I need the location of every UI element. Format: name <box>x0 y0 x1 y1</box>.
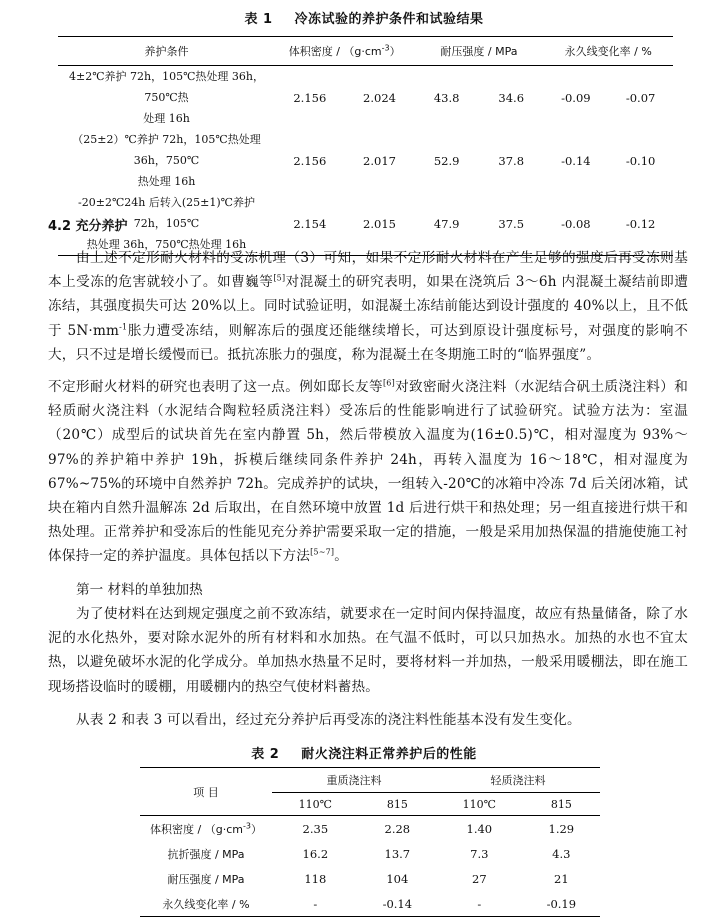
table-row <box>58 129 673 192</box>
table-cell: -0.14 <box>561 153 591 168</box>
table2-row-label <box>140 816 272 842</box>
table2-subheader: 815 <box>550 797 572 811</box>
table-cell: -0.14 <box>382 896 413 911</box>
table-cell: 2.017 <box>363 153 396 168</box>
table-cell: 43.8 <box>433 90 460 105</box>
table-cell: 21 <box>554 871 569 886</box>
table1 <box>58 36 673 256</box>
table-cell: 47.9 <box>433 216 460 231</box>
table2-header-light: 轻质浇注料 <box>436 768 600 793</box>
table-cell: - <box>313 896 318 911</box>
table1-title: 冷冻试验的养护条件和试验结果 <box>294 12 484 27</box>
paragraph-text: 对致密耐火浇注料（水泥结合矾土质浇注料）和轻质耐火浇注料（水泥结合陶粒轻质浇注料）受冻后的性能影响进行了试验研究。试验方法为：室温（20℃）成型后的试块首先在室内静置 5h，然后带模放入温度为(16±0.5)℃，相对湿度为 93%～97%的养护箱中养护 19h，拆模后继续同条件养护 24h，再转入温度为 16～18℃，相对湿度为 67%~75%的环境中自然养护 72h。完成养护的试块，一组转入-20℃的冰箱中冷冻 7d 后关闭冰箱，试块在箱内自然升温解冻 2d 后取出，在自然环境中放置 1d 后进行烘干和热处理；另一组直接进行烘干和热处理。正常养护和受冻后的性能见充分养护需要采取一定的措施，一般是采用加热保温的措施使施工衬体保持一定的养护温度。具体包括以下方法 <box>48 379 688 565</box>
table-cell: -0.12 <box>625 216 656 231</box>
table-cell: 104 <box>386 871 409 886</box>
subheading: 第一 材料的单独加热 <box>76 582 203 598</box>
table2-subheader: 110℃ <box>298 797 332 811</box>
table1-header-density <box>275 37 414 66</box>
table-cell: 1.29 <box>548 821 575 836</box>
table1-condition-cell <box>58 66 275 130</box>
table-cell: -0.10 <box>625 153 656 168</box>
paragraph <box>48 246 688 367</box>
table-cell: 2.015 <box>363 216 396 231</box>
paragraph-text: 由上述不定形耐火材料的受冻机理（3）可知，如果不定形耐火材料在产生足够的强度后再受冻则基本上受冻的危害就较小了。如曹巍等 <box>48 250 688 291</box>
paragraph: 为了使材料在达到规定强度之前不致冻结，就要求在一定时间内保持温度，故应有热量储备，除了水泥的水化热外，要对除水泥外的所有材料和水加热。在气温不低时，可以只加热水。加热的水也不宜太热，以避免破坏水泥的化学成分。单加热水热量不足时，要将材料一并加热，一般采用暖棚法，即在施工现场搭设临时的暖棚，用暖棚内的热空气使材料蓄热。 <box>48 606 688 695</box>
table-row <box>140 891 600 917</box>
table-cell: 16.2 <box>302 846 329 861</box>
table-row <box>140 816 600 842</box>
table-cell: 37.8 <box>498 153 525 168</box>
table-cell: 2.024 <box>363 90 396 105</box>
table2-row-label: 耐压强度 / MPa <box>167 872 245 886</box>
table2-number: 表 2 <box>251 747 280 762</box>
table-row <box>58 66 673 130</box>
table-cell: -0.09 <box>561 90 591 105</box>
table-cell: -0.19 <box>546 896 577 911</box>
condition-line: 4±2℃养护 72h，105℃热处理 36h，750℃热 <box>69 70 264 104</box>
citation-ref: [5~7] <box>310 547 335 557</box>
table-cell: 4.3 <box>552 846 571 861</box>
table-cell: 2.28 <box>384 821 411 836</box>
table-row <box>140 866 600 891</box>
table-cell: 27 <box>472 871 487 886</box>
paragraph-text: 。 <box>334 548 349 565</box>
table-cell: 37.5 <box>498 216 525 231</box>
condition-line: -20±2℃24h 后转入(25±1)℃养护 72h，105℃ <box>78 196 255 230</box>
table-cell: 13.7 <box>384 846 411 861</box>
table2-header-row <box>140 768 600 793</box>
table-cell: 118 <box>304 871 327 886</box>
citation-ref: [5] <box>273 273 286 283</box>
condition-line: 热处理 16h <box>137 175 196 188</box>
table2-row-label-text: 体积密度 / $(g\cdot cm^{-3})$ <box>150 820 262 836</box>
table2-header-item: 项 目 <box>140 768 272 816</box>
table-cell: 2.154 <box>293 216 327 231</box>
table1-header-strength: 耐压强度 / MPa <box>440 45 518 58</box>
condition-line: （25±2）℃养护 72h，105℃热处理 36h，750℃ <box>72 133 261 167</box>
condition-line: 热处理 36h，750℃热处理 16h <box>86 238 247 251</box>
table2-row-label: 抗折强度 / MPa <box>167 847 245 861</box>
table-row <box>140 841 600 866</box>
table1-header-condition: 养护条件 <box>144 45 189 58</box>
paragraph-text: 不定形耐火材料的研究也表明了这一点。例如邸长友等 <box>48 379 383 395</box>
table1-number: 表 1 <box>244 12 273 27</box>
table-cell: -0.08 <box>561 216 591 231</box>
table2-caption <box>0 743 728 762</box>
table-cell: 2.156 <box>293 153 327 168</box>
table2 <box>140 767 600 917</box>
paragraph-text: 胀力遭受冻结，则解冻后的强度还能继续增长，可达到原设计强度标号，对强度的影响不大，只不过是增长缓慢而已。抵抗冻胀力的强度，称为混凝土在冬期施工时的“临界强度”。 <box>48 322 688 363</box>
condition-line: 处理 16h <box>143 112 190 125</box>
table2-subheader: 110℃ <box>462 797 496 811</box>
paragraph <box>48 375 688 569</box>
table2-header-heavy: 重质浇注料 <box>272 768 436 793</box>
table2-subheader: 815 <box>386 797 408 811</box>
section-heading: 4.2 充分养护 <box>48 219 128 234</box>
table-cell: - <box>477 896 482 911</box>
table-cell: 7.3 <box>470 846 489 861</box>
table1-condition-cell <box>58 129 275 192</box>
table-cell: 2.156 <box>293 90 327 105</box>
table-cell: -0.07 <box>625 90 656 105</box>
table1-caption <box>0 8 728 27</box>
table2-title: 耐火浇注料正常养护后的性能 <box>301 747 477 762</box>
table1-header-linechange: 永久线变化率 / % <box>564 45 652 58</box>
paragraph-text: 对混凝土的研究表明，如果在浇筑后 3～6h 内混凝土凝结前即遭冻结，其强度损失可达 20%以上。同时试验证明，如混凝土冻结前能达到设计强度的 40%以上，且不低于 5N·mm <box>48 274 688 339</box>
table2-row-label: 永久线变化率 / % <box>162 897 250 911</box>
table-cell: 34.6 <box>498 90 525 105</box>
citation-ref: [6] <box>382 378 395 388</box>
superscript: -1 <box>119 322 128 332</box>
table1-header-density-text: 体积密度 / $(g\cdot cm^{-3})$ <box>288 43 401 58</box>
table-cell: 2.35 <box>302 821 329 836</box>
table-cell: 52.9 <box>433 153 460 168</box>
table-cell: 1.40 <box>466 821 493 836</box>
paragraph: 从表 2 和表 3 可以看出，经过充分养护后再受冻的浇注料性能基本没有发生变化。 <box>76 712 581 728</box>
table1-header-row <box>58 37 673 66</box>
